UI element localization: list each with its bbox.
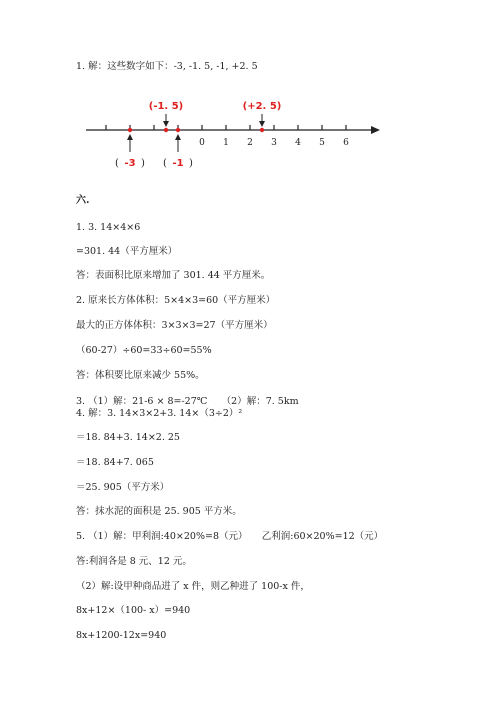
answer-line-1: 1. 解：这些数字如下：-3, -1. 5, -1, +2. 5 [76,61,258,72]
axis-arrow-icon [371,126,380,134]
answer-line-16: 答:利润各是 8 元、12 元。 [76,556,192,567]
down-arrow-icon [163,121,169,127]
point-label: -1 [172,158,184,169]
answer-line-11: ＝18. 84+3. 14×2. 25 [76,432,180,443]
section-heading: 六. [76,195,90,206]
number-line [84,96,384,176]
paren-right: ) [189,158,193,169]
tick-label: 2 [247,138,253,148]
answer-line-10: 4. 解：3. 14×3×2+3. 14×（3÷2）² [76,408,243,419]
point-marker [128,128,132,132]
answer-line-17: （2）解:设甲种商品进了 x 件，则乙种进了 100-x 件， [76,581,310,592]
tick-label: 1 [223,138,229,148]
tick-label: 5 [319,138,325,148]
paren-left: ( [163,158,167,169]
answer-line-4: 答：表面积比原来增加了 301. 44 平方厘米。 [76,270,271,281]
answer-line-14: 答：抹水泥的面积是 25. 905 平方米。 [76,506,242,517]
answer-line-9: 3. （1）解：21-6 × 8=-27℃ （2）解：7. 5km [76,396,299,407]
down-arrow-icon [259,121,265,127]
point-marker [176,128,180,132]
tick-label: 3 [271,138,277,148]
up-arrow-icon [175,134,181,140]
point-marker [164,128,168,132]
answer-line-8: 答：体积要比原来减少 55%。 [76,370,205,381]
up-arrow-icon [127,134,133,140]
point-label: (-1. 5) [148,101,184,112]
tick-label: 6 [343,138,349,148]
answer-line-6: 最大的正方体体积：3×3×3=27（平方厘米） [76,320,273,331]
point-label: -3 [124,158,136,169]
tick-label: 4 [295,138,301,148]
answer-line-5: 2. 原来长方体体积：5×4×3=60（平方厘米） [76,295,276,306]
answer-line-2: 1. 3. 14×4×6 [76,222,141,233]
answer-line-3: =301. 44（平方厘米） [76,246,178,257]
answer-line-12: ＝18. 84+7. 065 [76,457,154,468]
point-label: (+2. 5) [242,101,282,112]
point-marker [260,128,264,132]
paren-left: ( [115,158,119,169]
answer-line-13: ＝25. 905（平方米） [76,482,170,493]
tick-label: 0 [199,138,205,148]
paren-right: ) [141,158,145,169]
answer-line-15: 5. （1）解：甲利润:40×20%=8（元） 乙利润:60×20%=12（元） [76,531,384,542]
answer-line-19: 8x+1200-12x=940 [76,630,167,641]
answer-line-7: （60-27）÷60=33÷60=55% [76,345,212,356]
answer-line-18: 8x+12×（100- x）=940 [76,605,191,616]
